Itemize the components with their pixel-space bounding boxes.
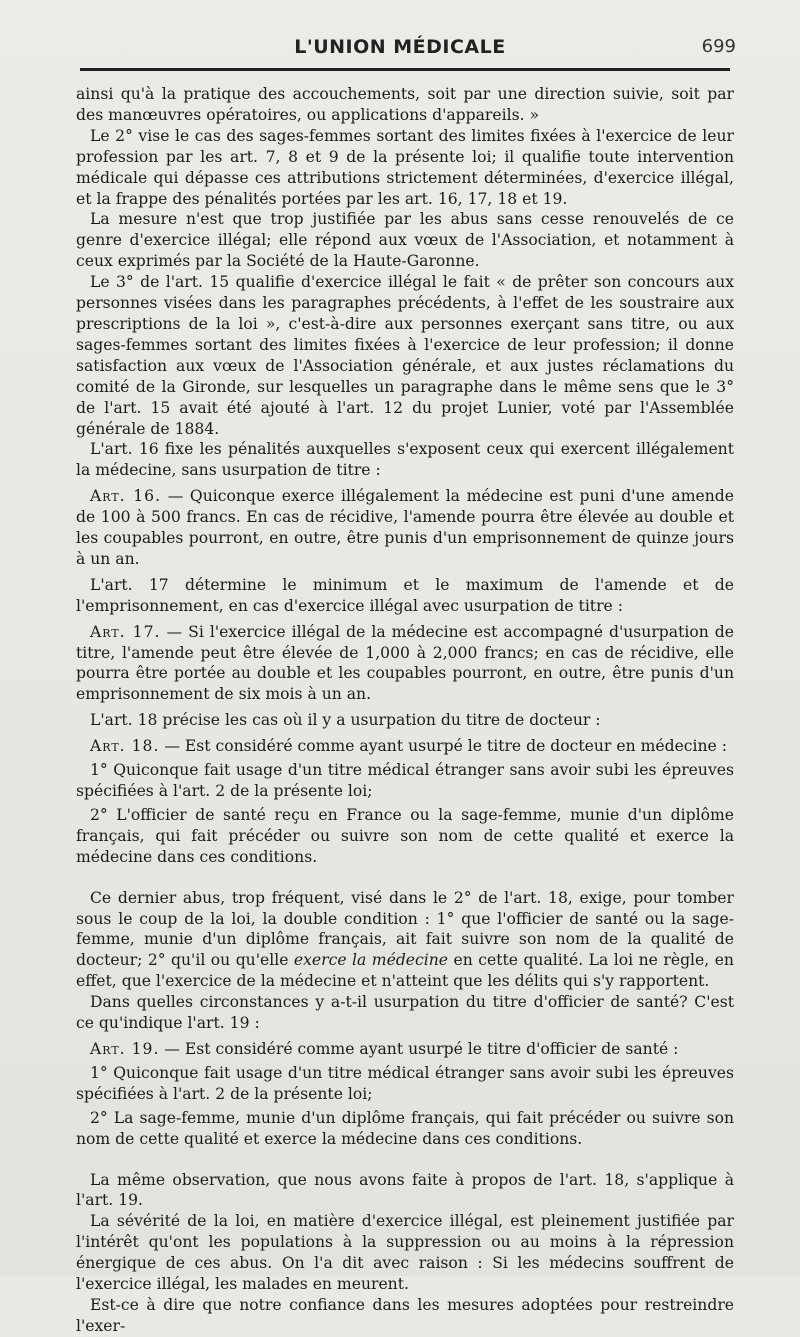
page-header bbox=[0, 36, 800, 66]
article-19 bbox=[76, 1039, 734, 1060]
article-17 bbox=[76, 622, 734, 706]
paragraph-dernier-abus bbox=[76, 888, 734, 993]
paragraph-art19-intro: Dans quelles circonstances y a-t-il usurpation du titre d'officier de santé? C'est ce qu'indique l'art. 19 : bbox=[76, 993, 734, 1033]
running-title: L'UNION MÉDICALE bbox=[294, 36, 506, 58]
article-17-text: — Si l'exercice illégal de la médecine est accompagné d'usurpation de titre, l'amende peut être élevée de 1,000 à 2,000 francs; en cas de récidive, elle pourra être portée au double et les coupables pourront, en outre, être punis d'un emprisonnement de six mois à un an. bbox=[76, 622, 735, 704]
article-16-text: — Quiconque exerce illégalement la médecine est puni d'une amende de 100 à 500 francs. En cas de récidive, l'amende pourra être élevée au double et les coupables pourront, en outre, être punis d'un emprisonnement de quinze jours à un an. bbox=[76, 487, 734, 568]
article-18-item-1: 1° Quiconque fait usage d'un titre médical étranger sans avoir subi les épreuves spécifiées à l'art. 2 de la présente loi; bbox=[76, 761, 734, 800]
article-19-text: — Est considéré comme ayant usurpé le titre d'officier de santé : bbox=[159, 1039, 679, 1058]
paragraph-dernier-abus-emphasis: exerce la médecine bbox=[293, 951, 449, 970]
article-16 bbox=[76, 486, 734, 570]
paragraph-art18-intro: L'art. 18 précise les cas où il y a usurpation du titre de docteur : bbox=[90, 711, 601, 730]
paragraph-continuation: ainsi qu'à la pratique des accouchements, soit par une direction suivie, soit par des manœuvres opératoires, ou applications d'appareils. » bbox=[76, 85, 734, 124]
article-18 bbox=[76, 736, 734, 757]
article-16-label: Art. 16. bbox=[90, 487, 162, 506]
article-19-label: Art. 19. bbox=[90, 1039, 160, 1058]
article-17-label: Art. 17. bbox=[90, 622, 161, 641]
article-18-item-2: 2° L'officier de santé reçu en France ou la sage-femme, munie d'un diplôme français, qui fait précéder ou suivre son nom de cette qualité et exerce la médecine dans ces conditions. bbox=[76, 805, 734, 866]
paragraph-art15: Le 3° de l'art. 15 qualifie d'exercice illégal le fait « de prêter son concours aux personnes visées dans les paragraphes précédents, à l'effet de les soustraire aux prescriptions de la loi », c'est-à-dire aux personnes exerçant sans titre, ou aux sages-femmes sortant des limites fixées à l'exercice de leur profession; il donne satisfaction aux vœux de l'Association générale, et aux justes réclamations du comité de la Gironde, sur lesquelles un paragraphe dans le même sens que le 3° de l'art. 15 avait été ajouté à l'art. 12 du projet Lunier, voté par l'Assemblée générale de 1884. bbox=[76, 273, 734, 438]
article-18-label: Art. 18. bbox=[90, 737, 160, 756]
paragraph-art17-intro: L'art. 17 détermine le minimum et le maximum de l'amende et de l'emprisonnement, en cas d'exercice illégal avec usurpation de titre : bbox=[76, 575, 734, 615]
paragraph-art16-intro: L'art. 16 fixe les pénalités auxquelles s'exposent ceux qui exercent illégalement la médecine, sans usurpation de titre : bbox=[76, 440, 734, 480]
paragraph-severite: La sévérité de la loi, en matière d'exercice illégal, est pleinement justifiée par l'intérêt qu'ont les populations à la suppression ou au moins à la répression énergique de ces abus. On l'a dit avec raison : Si les médecins souffrent de l'exercice illégal, les malades en meurent. bbox=[76, 1212, 734, 1294]
header-rule bbox=[80, 68, 730, 71]
article-19-item-2: 2° La sage-femme, munie d'un diplôme français, qui fait précéder ou suivre son nom de cette qualité et exerce la médecine dans ces conditions. bbox=[76, 1108, 734, 1148]
page-number: 699 bbox=[701, 36, 736, 57]
article-18-text: — Est considéré comme ayant usurpé le titre de docteur en médecine : bbox=[159, 737, 727, 756]
paragraph-sages-femmes: Le 2° vise le cas des sages-femmes sortant des limites fixées à l'exercice de leur profession par les art. 7, 8 et 9 de la présente loi; il qualifie toute intervention médicale qui dépasse ces attributions strictement déterminées, d'exercice illégal, et la frappe des pénalités portées par les art. 16, 17, 18 et 19. bbox=[76, 126, 734, 208]
paragraph-confiance: Est-ce à dire que notre confiance dans les mesures adoptées pour restreindre l'exer- bbox=[76, 1295, 734, 1335]
paragraph-mesure: La mesure n'est que trop justifiée par les abus sans cesse renouvelés de ce genre d'exercice illégal; elle répond aux vœux de l'Association, et notamment à ceux exprimés par la Société de la Haute-Garonne. bbox=[76, 210, 734, 271]
article-19-item-1: 1° Quiconque fait usage d'un titre médical étranger sans avoir subi les épreuves spécifiées à l'art. 2 de la présente loi; bbox=[76, 1063, 734, 1103]
body-text bbox=[76, 84, 734, 1337]
paragraph-dernier-abus-a: Ce dernier abus, trop fréquent, visé dans le 2° de l'art. 18, exige, pour tomber sous le coup de la loi, la double condition : 1° que l'officier de santé ou la sage-femme, munie d'un diplôme français, ait fait suivre son nom de la qualité de docteur; 2° qu'il ou qu'elle bbox=[76, 888, 734, 970]
paragraph-dernier-abus-b: en cette qualité. La loi ne règle, en effet, que l'exercice de la médecine et n'atteint que les délits qui s'y rapportent. bbox=[76, 951, 734, 991]
paragraph-observation: La même observation, que nous avons faite à propos de l'art. 18, s'applique à l'art. 19. bbox=[76, 1170, 734, 1210]
